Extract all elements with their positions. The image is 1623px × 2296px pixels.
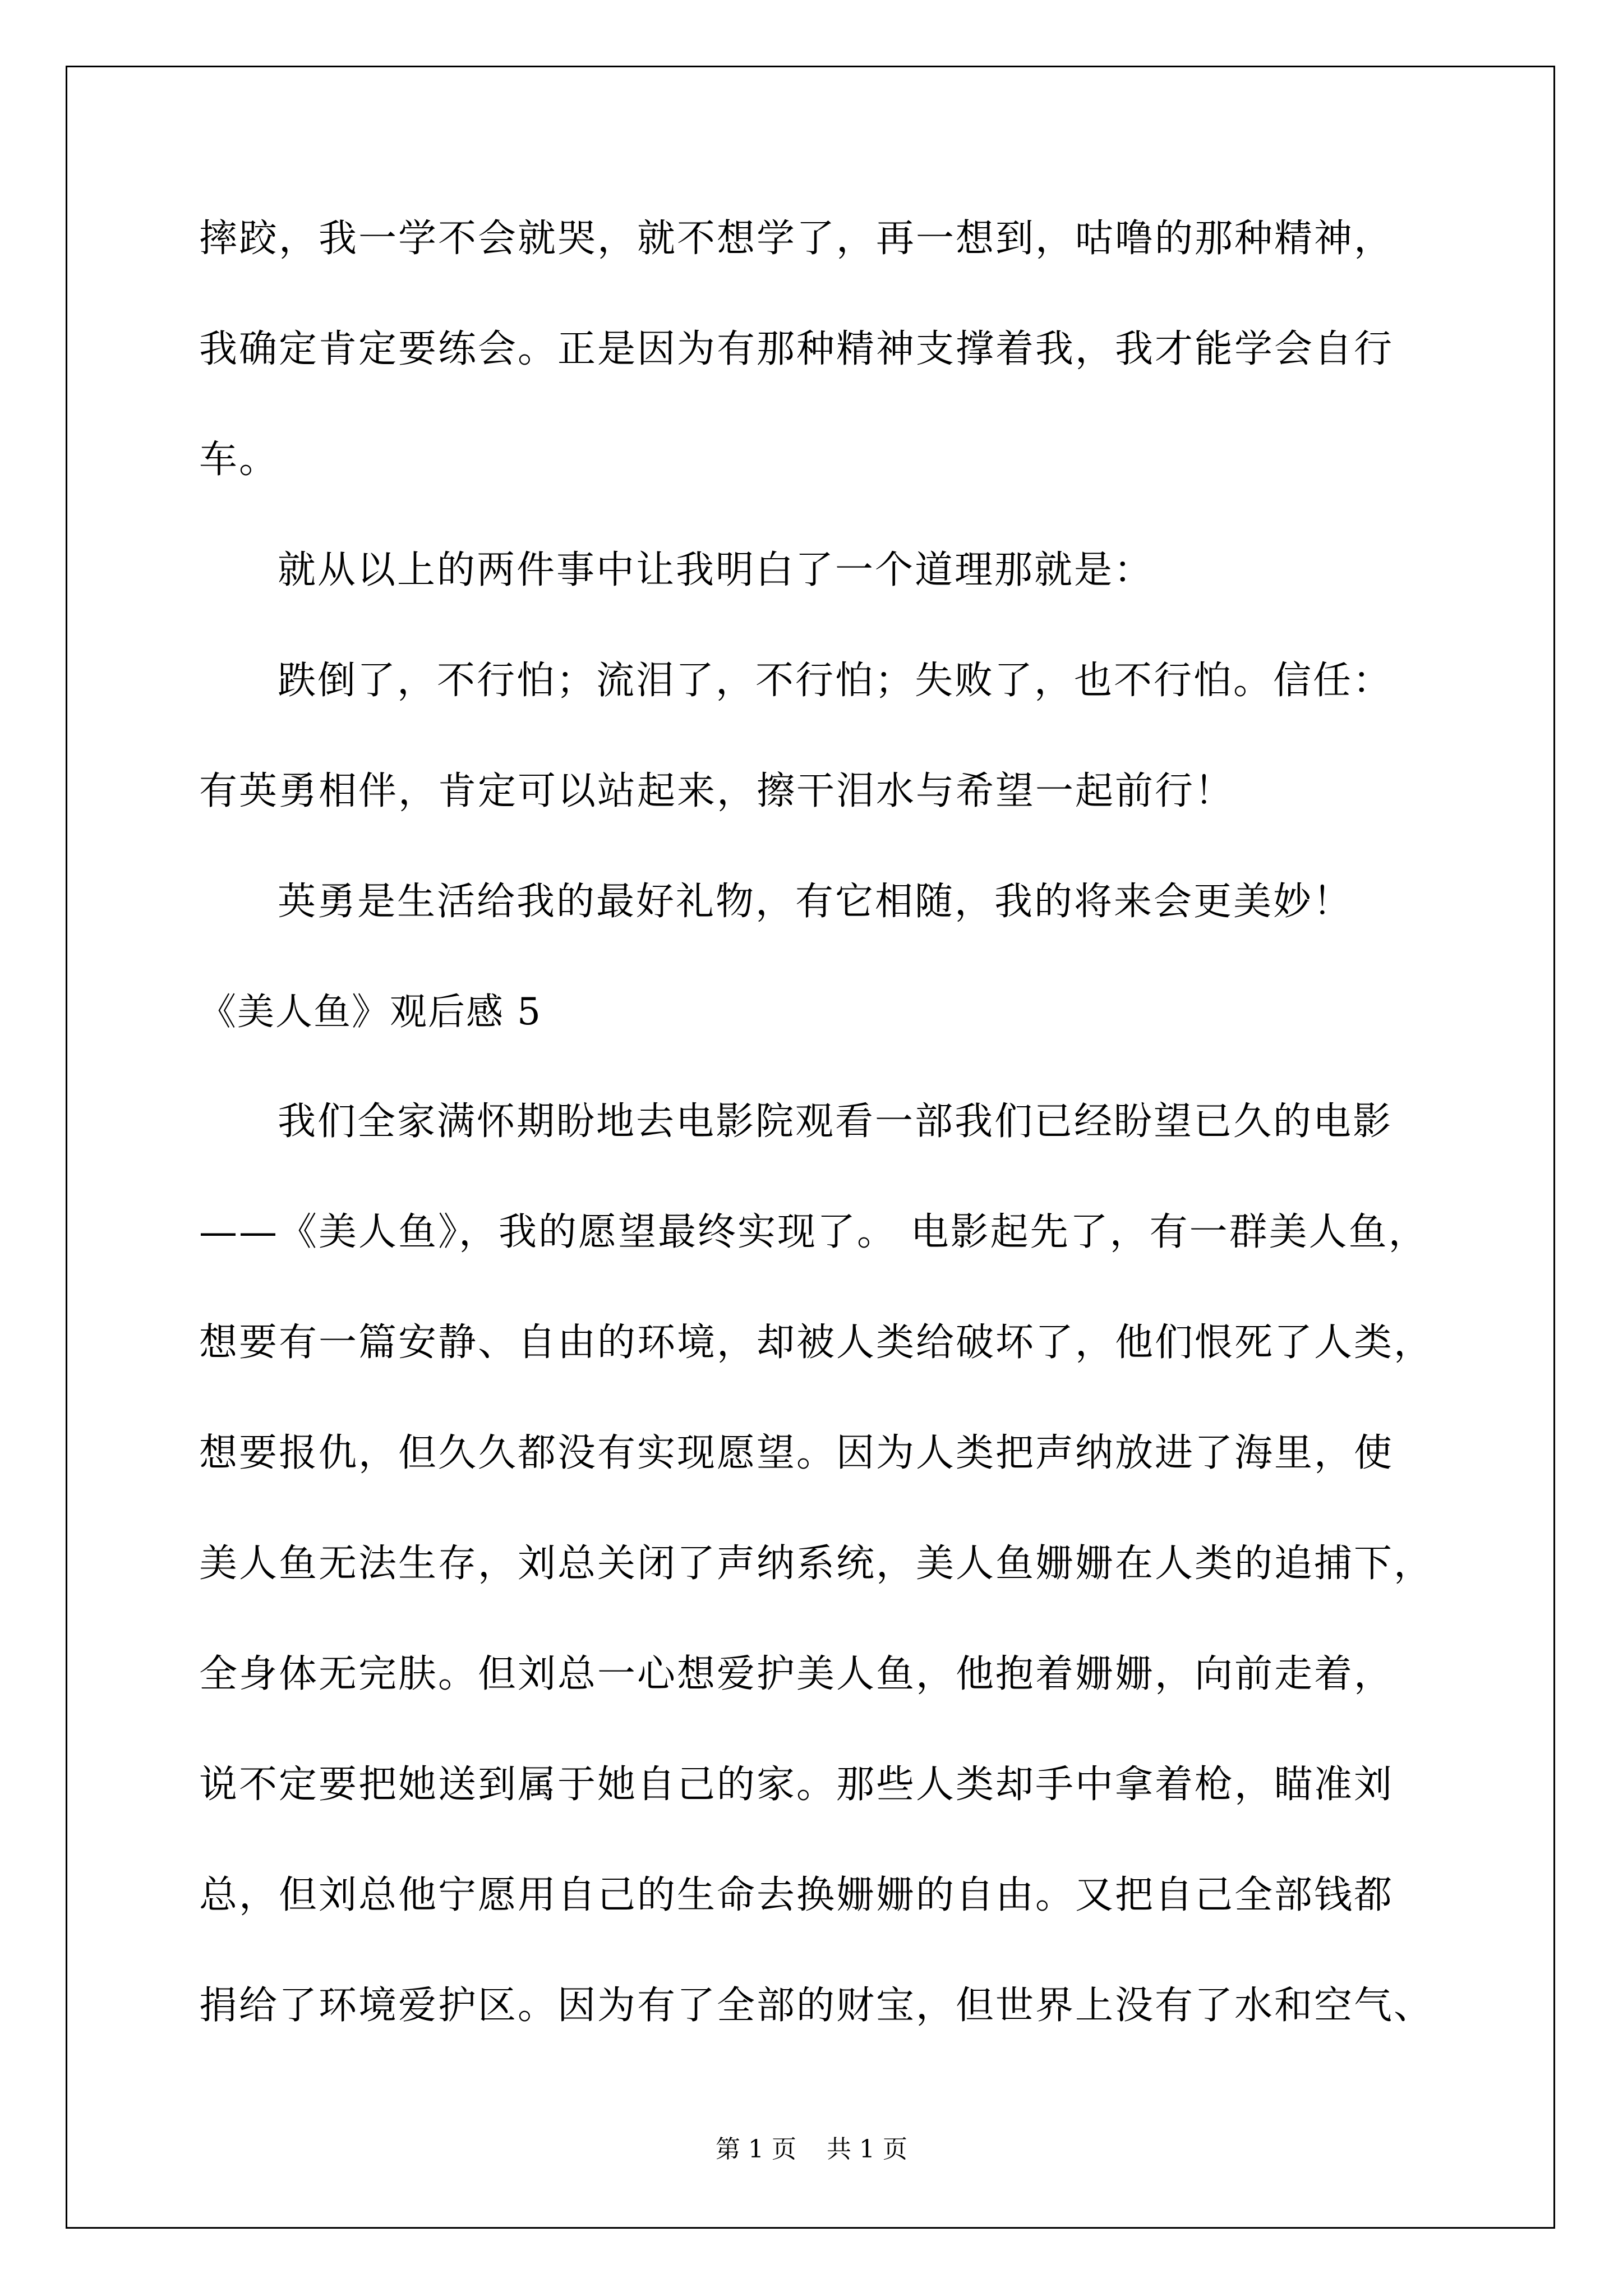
paragraph-line: 捐给了环境爱护区。因为有了全部的财宝，但世界上没有了水和空气、 — [199, 1984, 1434, 2028]
paragraph-line: 我确定肯定要练会。正是因为有那种精神支撑着我，我才能学会自行 — [199, 327, 1394, 371]
document-body — [199, 217, 1434, 2097]
paragraph-line: 总，但刘总他宁愿用自己的生命去换姗姗的自由。又把自己全部钱都 — [199, 1873, 1394, 1917]
page-footer — [0, 2137, 1623, 2162]
paragraph-line: 摔跤，我一学不会就哭，就不想学了，再一想到，咕噜的那种精神， — [199, 217, 1394, 261]
paragraph-line: 跌倒了，不行怕；流泪了，不行怕；失败了，也不行怕。信任： — [278, 659, 1393, 703]
page-number-total: 共 1 页 — [827, 2135, 907, 2164]
paragraph-line: 英勇是生活给我的最好礼物，有它相随，我的将来会更美妙！ — [278, 880, 1353, 924]
paragraph-line: 说不定要把她送到属于她自己的家。那些人类却手中拿着枪，瞄准刘 — [199, 1763, 1394, 1807]
paragraph-line: 我们全家满怀期盼地去电影院观看一部我们已经盼望已久的电影 — [278, 1099, 1393, 1144]
paragraph-line: 美人鱼无法生存，刘总关闭了声纳系统，美人鱼姗姗在人类的追捕下， — [199, 1542, 1434, 1586]
paragraph-line: 就从以上的两件事中让我明白了一个道理那就是： — [278, 548, 1154, 592]
paragraph-line: 想要报仇，但久久都没有实现愿望。因为人类把声纳放进了海里，使 — [199, 1431, 1394, 1475]
page-number-current: 第 1 页 — [716, 2135, 796, 2164]
paragraph-line: 全身体无完肤。但刘总一心想爱护美人鱼，他抱着姗姗，向前走着， — [199, 1652, 1394, 1696]
paragraph-line: 想要有一篇安静、自由的环境，却被人类给破坏了，他们恨死了人类， — [199, 1320, 1434, 1365]
paragraph-line: 车。 — [199, 438, 279, 482]
paragraph-line: ——《美人鱼》，我的愿望最终实现了。 电影起先了，有一群美人鱼， — [199, 1210, 1428, 1254]
paragraph-line: 有英勇相伴，肯定可以站起来，擦干泪水与希望一起前行！ — [199, 769, 1235, 813]
section-heading: 《美人鱼》观后感 5 — [199, 990, 542, 1033]
